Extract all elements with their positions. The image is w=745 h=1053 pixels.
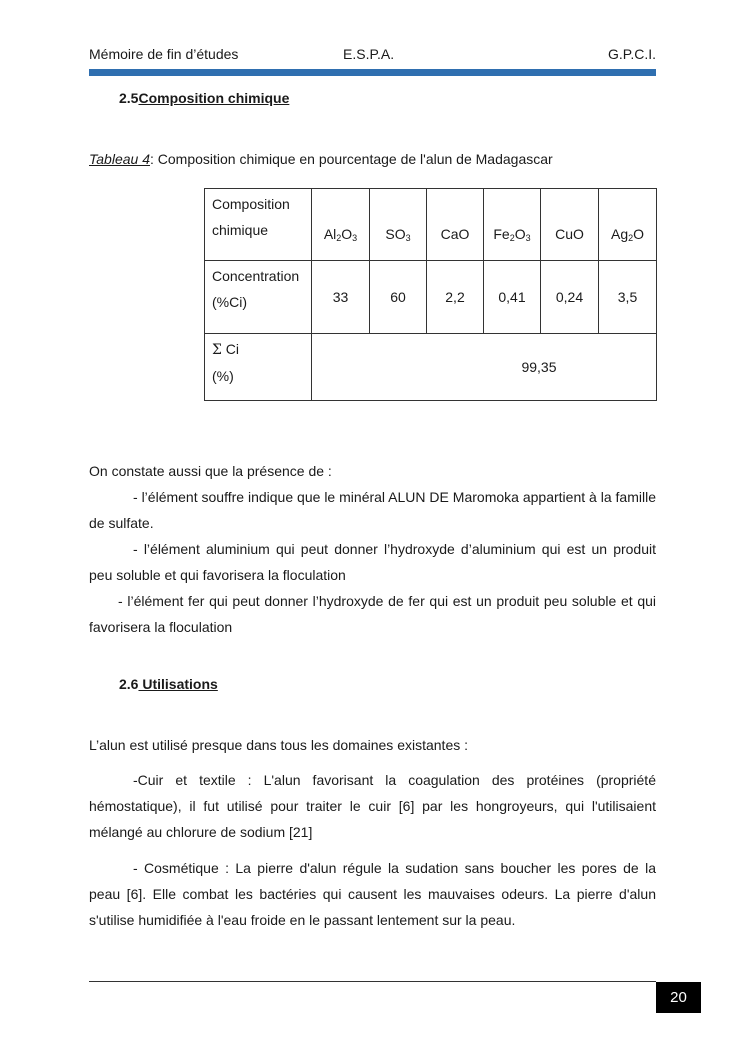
value-cell: 0,24 [541,261,599,334]
header-bar [89,69,656,76]
value-cell: 33 [312,261,370,334]
compound-cell: $Fe_2O_3$ [484,189,541,261]
header-center-text: E.S.P.A. [343,46,395,62]
value-cell: 3,5 [599,261,657,334]
value-cell: 0,41 [484,261,541,334]
table-row-concentration [205,261,657,334]
page-number: 20 [656,982,701,1013]
compound-cell: $SO_3$ [370,189,427,261]
section-heading-2-5 [119,89,289,107]
table-row-compounds [205,189,657,261]
section-title: Utilisations [138,676,218,692]
footer-line [89,981,656,982]
section-number: 2.5 [119,90,139,106]
label-concentration: Concentration (%Ci) [205,261,312,334]
usage-cosmetique: - Cosmétique : La pierre d'alun régule la sudation sans boucher les pores de la peau [6]. Elle combat les bactéries qui causent les mauvaises odeurs. La pierre d'alun s'utilise humidifiée à l'eau froide en le passant lentement sur la peau. [89,860,656,928]
section-title: Composition chimique [138,90,290,106]
sigma-symbol: Σ [212,342,222,358]
paragraph-item-aluminium: - l’élément aluminium qui peut donner l’hydroxyde d’aluminium qui est un produit peu soluble et qui favorisera la floculation [89,541,656,583]
value-cell: 2,2 [427,261,484,334]
value-cell: 60 [370,261,427,334]
table-row-sum [205,334,657,401]
header-right-text: G.P.C.I. [608,46,656,62]
table-caption-lead: Tableau 4 [89,151,150,167]
paragraph-intro: On constate aussi que la présence de : [89,463,332,479]
header-left-text: Mémoire de fin d’études [89,46,239,62]
compound-cell: $Al_2O_3$ [312,189,370,261]
label-sum: Σ Ci (%) [205,334,312,401]
compound-cell: $Ag_2O$ [599,189,657,261]
label-composition: Composition chimique [205,189,312,261]
paragraph-item-fer: - l’élément fer qui peut donner l’hydroxyde de fer qui est un produit peu soluble et qui favorisera la floculation [89,593,656,635]
table-caption [89,150,553,168]
paragraph-item-soufre: - l’élément souffre indique que le minéral ALUN DE Maromoka appartient à la famille de sulfate. [89,489,656,531]
table-caption-text: : Composition chimique en pourcentage de l'alun de Madagascar [149,151,553,167]
compound-cell: CuO [541,189,599,261]
composition-table [204,188,657,401]
section-number: 2.6 [119,676,139,692]
sum-value-cell: 99,35 [312,334,657,401]
compound-cell: CaO [427,189,484,261]
usage-intro: L’alun est utilisé presque dans tous les domaines existantes : [89,737,469,753]
usage-cuir-textile: -Cuir et textile : L'alun favorisant la coagulation des protéines (propriété hémostatique), il fut utilisé pour traiter le cuir [6] par les hongroyeurs, qui l'utilisaient mélangé au chlorure de sodium [21] [89,772,656,840]
section-heading-2-6 [119,675,218,693]
